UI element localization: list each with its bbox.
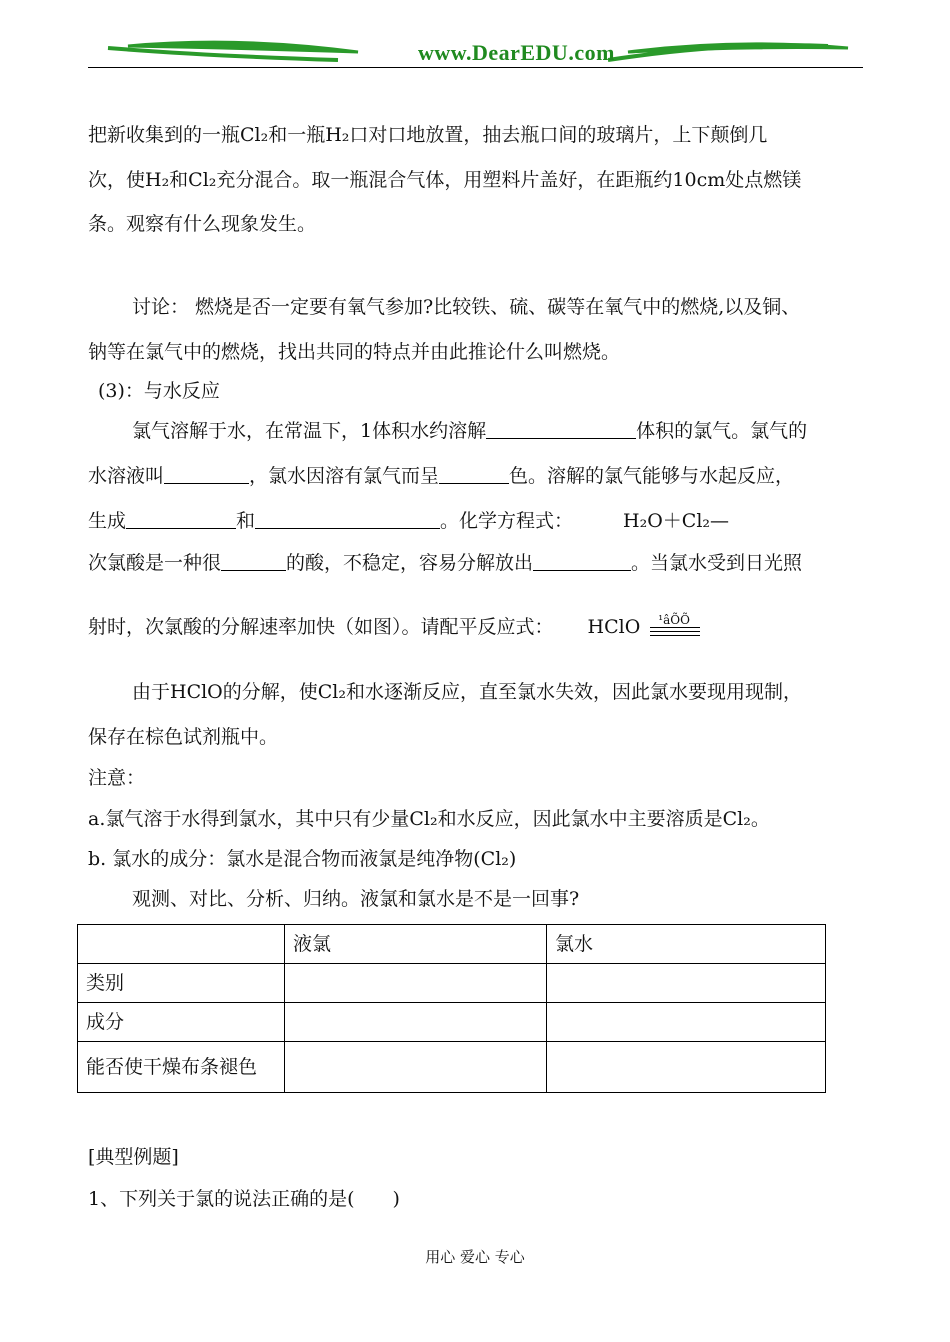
- fill-blank[interactable]: [486, 418, 636, 439]
- table-row-label: 能否使干燥布条褪色: [78, 1042, 285, 1093]
- table-row-label: 类别: [78, 964, 285, 1003]
- note-c: 观测、对比、分析、归纳。液氯和氯水是不是一回事?: [132, 888, 580, 910]
- table-row-label: 成分: [78, 1003, 285, 1042]
- s3-l4-text-a: 次氯酸是一种很: [88, 552, 222, 574]
- table-header-cell: 氯水: [547, 925, 826, 964]
- para2-line1: 由于HClO的分解，使Cl₂和水逐渐反应，直至氯水失效，因此氯水要现用现制，: [132, 681, 802, 703]
- s3-l3-text-a: 生成: [88, 510, 127, 532]
- s3-l1-text-a: 氯气溶解于水，在常温下，1体积水约溶解: [132, 420, 487, 442]
- note-a: a.氯气溶于水得到氯水，其中只有少量Cl₂和水反应，因此氯水中主要溶质是Cl₂。: [88, 808, 770, 830]
- equation-hclo: HClO: [587, 616, 641, 638]
- fill-blank[interactable]: [439, 463, 509, 484]
- table-cell[interactable]: [285, 1042, 547, 1093]
- para1-line1: 把新收集到的一瓶Cl₂和一瓶H₂口对口地放置，抽去瓶口间的玻璃片，上下颠倒几: [88, 124, 768, 146]
- para2-line2: 保存在棕色试剂瓶中。: [88, 726, 279, 748]
- comparison-table: [77, 924, 826, 1093]
- fill-blank[interactable]: [126, 508, 236, 529]
- page-header: [88, 38, 863, 70]
- question-1: 1、下列关于氯的说法正确的是( ): [88, 1188, 400, 1210]
- light-condition-arrow: [650, 615, 700, 639]
- table-header-row: [78, 925, 826, 964]
- para1-line2: 次，使H₂和Cl₂充分混合。取一瓶混合气体，用塑料片盖好，在距瓶约10cm处点燃镁: [88, 169, 802, 191]
- page-footer: 用心 爱心 专心: [425, 1248, 525, 1266]
- s3-l3-text-b: 和: [236, 510, 256, 532]
- table-cell[interactable]: [285, 964, 547, 1003]
- section3-title: (3)：与水反应: [98, 380, 220, 402]
- s3-l5-text-a: 射时，次氯酸的分解速率加快（如图）。请配平反应式：: [88, 616, 554, 638]
- light-condition-label: ¹âÕÕ: [658, 613, 690, 627]
- s3-l2-text-b: ，氯水因溶有氯气而呈: [249, 465, 440, 487]
- table-header-cell: 液氯: [285, 925, 547, 964]
- fill-blank[interactable]: [255, 508, 440, 529]
- section3-line4: [88, 550, 802, 576]
- s3-l3-text-c: 。化学方程式：: [440, 510, 574, 532]
- section3-line1: [132, 418, 807, 444]
- examples-title: [典型例题]: [88, 1146, 179, 1168]
- note-title: 注意：: [88, 767, 146, 789]
- table-header-cell: [78, 925, 285, 964]
- s3-l4-text-c: 。当氯水受到日光照: [631, 552, 803, 574]
- section3-line5: [88, 614, 700, 640]
- table-row: [78, 1003, 826, 1042]
- site-logo-text: www.DearEDU.com: [418, 40, 615, 65]
- table-row: [78, 1042, 826, 1093]
- table-cell[interactable]: [547, 1003, 826, 1042]
- s3-l1-text-b: 体积的氯气。氯气的: [636, 420, 808, 442]
- table-row: [78, 964, 826, 1003]
- s3-l2-text-a: 水溶液叫: [88, 465, 165, 487]
- header-rule: [88, 67, 863, 68]
- fill-blank[interactable]: [221, 550, 286, 571]
- para1-line3: 条。观察有什么现象发生。: [88, 213, 317, 235]
- section3-line2: [88, 463, 794, 489]
- s3-l4-text-b: 的酸，不稳定，容易分解放出: [286, 552, 534, 574]
- table-cell[interactable]: [547, 1042, 826, 1093]
- note-b: b. 氯水的成分：氯水是混合物而液氯是纯净物(Cl₂): [88, 848, 517, 870]
- s3-l2-text-c: 色。溶解的氯气能够与水起反应，: [509, 465, 795, 487]
- discussion-line2: 钠等在氯气中的燃烧，找出共同的特点并由此推论什么叫燃烧。: [88, 341, 621, 363]
- table-cell[interactable]: [547, 964, 826, 1003]
- discussion-line1: 讨论： 燃烧是否一定要有氧气参加?比较铁、硫、碳等在氧气中的燃烧,以及铜、: [132, 296, 801, 318]
- section3-line3: [88, 508, 729, 534]
- fill-blank[interactable]: [533, 550, 631, 571]
- equation-h2o-cl2: H₂O＋Cl₂—: [623, 510, 730, 532]
- table-cell[interactable]: [285, 1003, 547, 1042]
- fill-blank[interactable]: [164, 463, 249, 484]
